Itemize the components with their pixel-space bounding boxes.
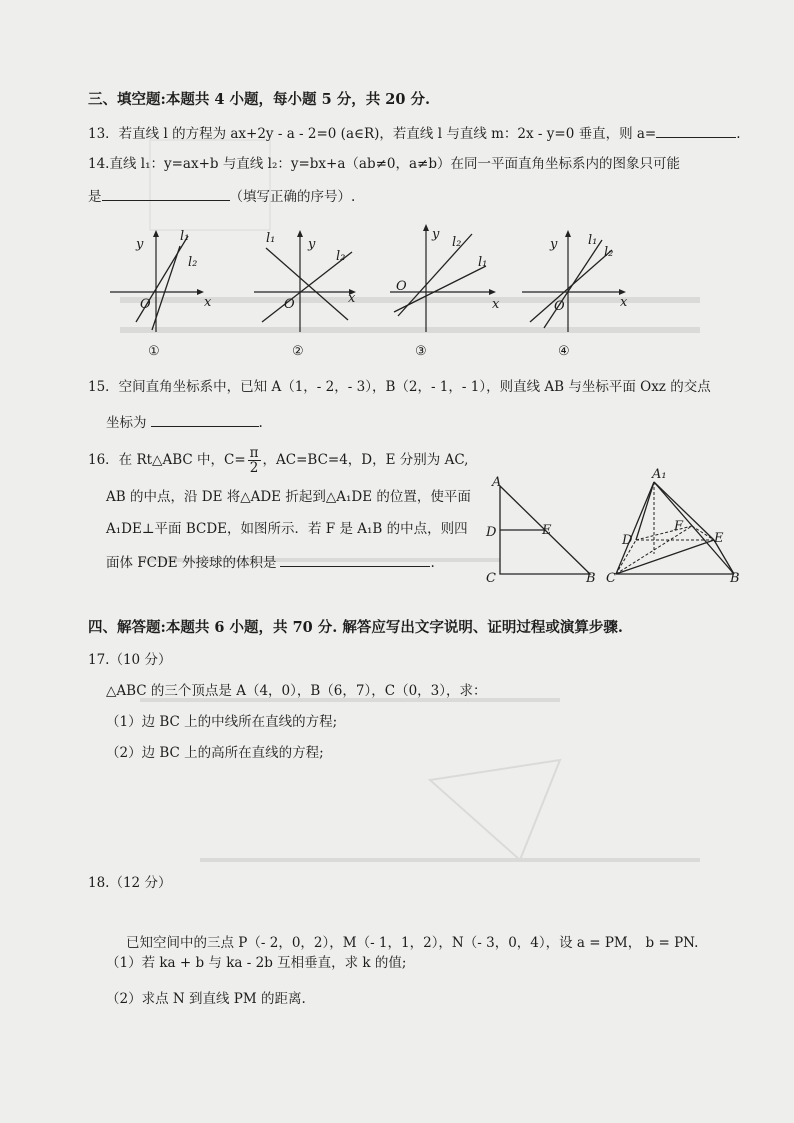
question-17-part-1: （1）边 BC 上的中线所在直线的方程; [106,714,338,730]
point-a1-label: A₁ [652,467,667,482]
l2-label: l₂ [336,249,346,264]
l2-label: l₂ [452,235,462,250]
origin-label: O [554,299,565,314]
graph-1 [108,222,218,337]
question-15-prefix: 坐标为 [106,415,147,431]
question-14-line-2: 是 （填写正确的序号）. [88,185,744,207]
l1-label: l₁ [478,255,488,270]
answer-blank-16[interactable] [280,551,430,567]
question-18-heading: 18.（12 分） [88,875,172,891]
answer-blank-13[interactable] [656,122,736,138]
fraction-pi-over-2 [248,446,261,475]
point-c-label: C [606,571,616,586]
y-label: y [550,237,558,252]
graph-4-label: ④ [558,344,570,359]
point-d-label: D [622,533,633,548]
graph-3-label: ③ [415,344,427,359]
answer-blank-14[interactable] [102,185,230,201]
origin-label: O [284,297,295,312]
x-label: x [348,291,356,306]
question-15-line-1: 15．空间直角坐标系中，已知 A（1，- 2，- 3），B（2，- 1，- 1），则直线 AB 与坐标平面 Oxz 的交点 [88,379,711,395]
y-label: y [136,237,144,252]
y-label: y [432,227,440,242]
question-14-suffix: （填写正确的序号） [229,189,351,205]
answer-blank-15[interactable] [151,411,259,427]
point-f-label: F [674,519,684,534]
section-3-title: 三、填空题:本题共 4 小题，每小题 5 分，共 20 分. [88,91,431,108]
x-label: x [620,295,628,310]
point-b-label: B [730,571,740,586]
question-14-prefix: 是 [88,189,102,205]
l2-label: l₂ [604,245,614,260]
point-e-label: E [714,531,724,546]
fraction-denominator: 2 [249,460,259,476]
point-b-label: B [586,571,596,586]
fraction-numerator: π [249,445,259,461]
folded-tetrahedron-figure [606,464,746,588]
origin-label: O [140,297,151,312]
line-l1 [394,266,486,312]
angle-c-label: C= [223,452,246,468]
question-18-part-1: （1）若 ka + b 与 ka - 2b 互相垂直，求 k 的值; [106,955,407,971]
question-16-line-3: A₁DE⊥平面 BCDE，如图所示．若 F 是 A₁B 的中点，则四 [106,521,468,537]
point-a-label: A [492,475,502,490]
l2-label: l₂ [188,255,198,270]
question-17-heading: 17.（10 分） [88,652,172,668]
graph-1-label: ① [148,344,160,359]
graph-4 [520,222,640,337]
question-18-part-2: （2）求点 N 到直线 PM 的距离. [106,991,306,1007]
question-16-line-4: 面体 FCDE 外接球的体积是 . [106,551,744,573]
point-e-label: E [542,523,552,538]
question-16-conditions: ，AC=BC=4，D，E 分别为 AC, [262,452,469,468]
graph-2 [252,222,372,337]
question-13: 13．若直线 l 的方程为 ax+2y - a - 2=0 (a∈R)，若直线 l 与直线 m：2x - y=0 垂直，则 a= . [88,122,744,144]
l1-label: l₁ [266,231,276,246]
question-15-line-2: 坐标为 . [106,411,744,433]
question-13-text: 13．若直线 l 的方程为 ax+2y - a - 2=0 (a∈R)，若直线 l 与直线 m：2x - y=0 垂直，则 a= [88,126,657,142]
question-17-text: △ABC 的三个顶点是 A（4，0），B（6，7），C（0，3），求： [106,683,487,699]
question-16-prompt: 面体 FCDE 外接球的体积是 [106,555,277,571]
l1-label: l₁ [180,229,190,244]
point-c-label: C [486,571,496,586]
graph-3 [388,216,508,336]
origin-label: O [396,279,407,294]
x-label: x [204,295,212,310]
y-label: y [308,237,316,252]
graph-2-label: ② [292,344,304,359]
question-16-line-2: AB 的中点，沿 DE 将△ADE 折起到△A₁DE 的位置，使平面 [106,489,471,505]
question-14-line-1: 14.直线 l₁：y=ax+b 与直线 l₂：y=bx+a（ab≠0，a≠b）在同一平面直角坐标系内的图象只可能 [88,156,681,172]
section-4-title: 四、解答题:本题共 6 小题，共 70 分. 解答应写出文字说明、证明过程或演算步骤. [88,619,623,636]
triangle-abc-figure [478,472,600,588]
l1-label: l₁ [588,233,598,248]
point-d-label: D [486,525,497,540]
question-16-intro: 16．在 Rt△ABC 中， [88,452,224,468]
question-17-part-2: （2）边 BC 上的高所在直线的方程; [106,745,324,761]
question-18-text: 已知空间中的三点 P（- 2，0，2），M（- 1，1，2），N（- 3，0，4），设 a = PM， b = PN. [126,935,699,951]
x-label: x [492,297,500,312]
line-l2 [530,250,612,322]
